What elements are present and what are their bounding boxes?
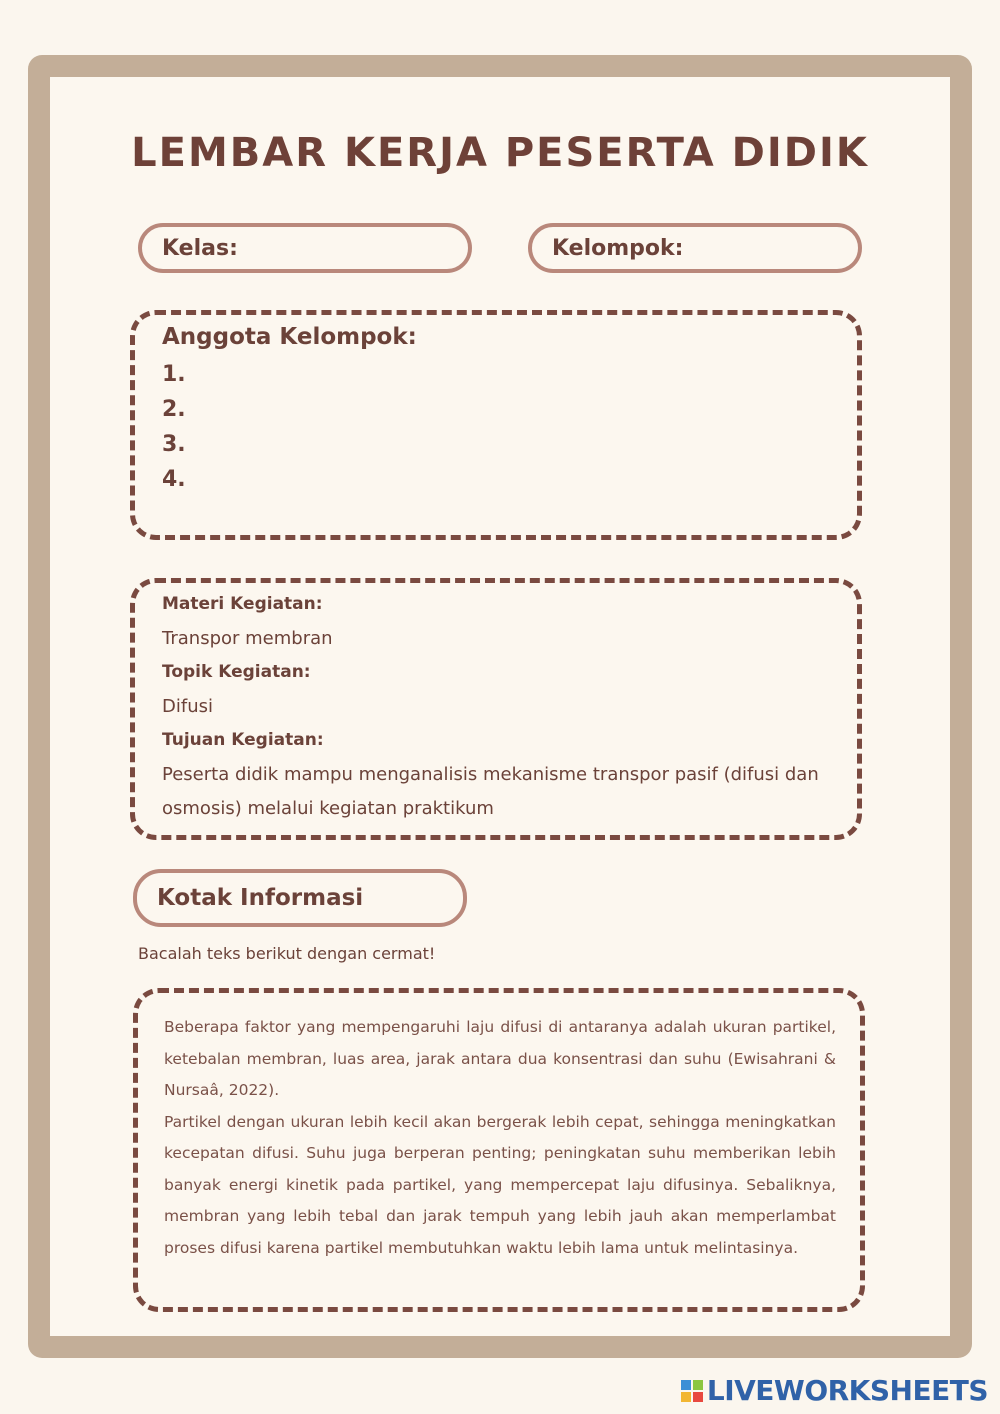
topik-value: Difusi: [162, 696, 213, 717]
liveworksheets-brand: [681, 1374, 988, 1407]
tujuan-value-line1: Peserta didik mampu menganalisis mekanisme transpor pasif (difusi dan: [162, 764, 819, 785]
brand-text: LIVEWORKSHEETS: [706, 1374, 988, 1407]
reading-paragraph-2: Partikel dengan ukuran lebih kecil akan bergerak lebih cepat, sehingga meningkatkan kecepatan difusi. Suhu juga berperan penting; peningkatan suhu memberikan lebih banyak energi kinetik pada partikel, yang mempercepat laju difusinya. Sebaliknya, membran yang lebih tebal dan jarak tempuh yang lebih jauh akan memperlambat proses difusi karena partikel membutuhkan waktu lebih lama untuk melintasinya.: [164, 1112, 836, 1257]
info-heading-text: Kotak Informasi: [157, 885, 364, 911]
kelompok-field[interactable]: [528, 223, 862, 273]
tujuan-value-line2: osmosis) melalui kegiatan praktikum: [162, 798, 494, 819]
kelas-field[interactable]: [138, 223, 472, 273]
member-number-1: 1.: [162, 362, 186, 387]
reading-paragraph-1: Beberapa faktor yang mempengaruhi laju difusi di antaranya adalah ukuran partikel, ketebalan membran, luas area, jarak antara dua konsentrasi dan suhu (Ewisahrani & Nursaâ, 2022).: [164, 1018, 836, 1099]
materi-value: Transpor membran: [162, 628, 333, 649]
kelas-label: Kelas:: [162, 235, 238, 261]
topik-label: Topik Kegiatan:: [162, 662, 311, 682]
members-title: Anggota Kelompok:: [162, 324, 417, 350]
kelompok-label: Kelompok:: [552, 235, 684, 261]
tujuan-label: Tujuan Kegiatan:: [162, 730, 324, 750]
liveworksheets-logo-icon: [681, 1380, 703, 1402]
info-box-heading: [133, 869, 467, 927]
reading-instruction: Bacalah teks berikut dengan cermat!: [138, 944, 436, 963]
reading-text: [164, 1012, 836, 1264]
materi-label: Materi Kegiatan:: [162, 594, 323, 614]
member-number-4: 4.: [162, 467, 186, 492]
member-number-3: 3.: [162, 432, 186, 457]
page-title: LEMBAR KERJA PESERTA DIDIK: [131, 130, 869, 176]
member-number-2: 2.: [162, 397, 186, 422]
